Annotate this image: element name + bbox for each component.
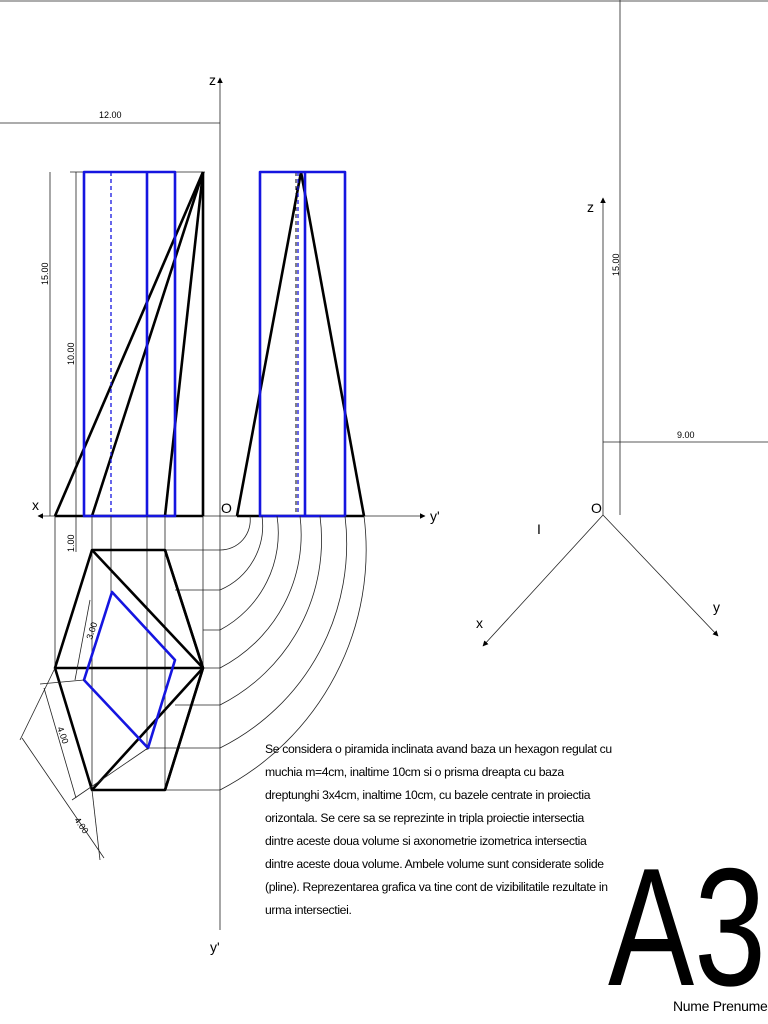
dim-height-total-right: 15.00 (611, 253, 621, 276)
origin-label-right: O (591, 500, 602, 516)
description-line: (pline). Reprezentarea grafica va tine cont de vizibilitatile rezultate in (265, 880, 608, 894)
x-label-left: x (32, 497, 39, 513)
y-prime-label-vertical: y' (210, 939, 220, 955)
title-block (608, 833, 768, 1021)
problem-description (265, 742, 612, 917)
y-prime-label-horizontal: y' (430, 508, 440, 524)
horizontal-view-dimensions (20, 600, 148, 860)
y-axis-right (603, 515, 718, 636)
z-label-right: z (587, 199, 594, 215)
isometric-axes (476, 198, 720, 646)
description-line: dintre aceste doua volume. Ambele volume sunt considerate solide (265, 857, 604, 871)
stray-mark: I (537, 521, 541, 537)
dim-rect-short: 3.00 (84, 620, 100, 641)
isometric-dimensions (603, 253, 768, 442)
pyramid-frontal-view (55, 172, 203, 516)
left-dimensions (0, 110, 220, 552)
z-label-left: z (209, 72, 216, 88)
description-line: dreptunghi 3x4cm, inaltime 10cm, cu bazele centrate in proiectia (265, 788, 591, 802)
description-line: Se considera o piramida inclinata avand baza un hexagon regulat cu (265, 742, 612, 756)
dim-height-pyramid: 10.00 (66, 342, 76, 365)
dim-rect-long: 4.00 (55, 725, 71, 746)
dim-width-left: 12.00 (99, 110, 122, 120)
origin-label-left: O (221, 500, 232, 516)
description-line: dintre aceste doua volume si axonometrie izometrica intersectia (265, 834, 587, 848)
description-line: muchia m=4cm, inaltime 10cm si o prisma dreapta cu baza (265, 765, 564, 779)
y-label-right: y (713, 599, 720, 615)
author-name: Nume Prenume (673, 998, 768, 1014)
dim-hex-edge: 4.00 (72, 815, 91, 836)
dim-width-right: 9.00 (677, 430, 695, 440)
x-label-right: x (476, 615, 483, 631)
prism-horizontal-view (84, 592, 175, 748)
x-axis-right (483, 515, 603, 646)
format-label: A3 (608, 833, 766, 1021)
description-line: orizontala. Se cere sa se reprezinte in tripla proiectie intersectia (265, 811, 584, 825)
description-line: urma intersectiei. (265, 903, 352, 917)
dim-height-total-left: 15.00 (40, 262, 50, 285)
dim-offset-below: 1.00 (66, 534, 76, 552)
